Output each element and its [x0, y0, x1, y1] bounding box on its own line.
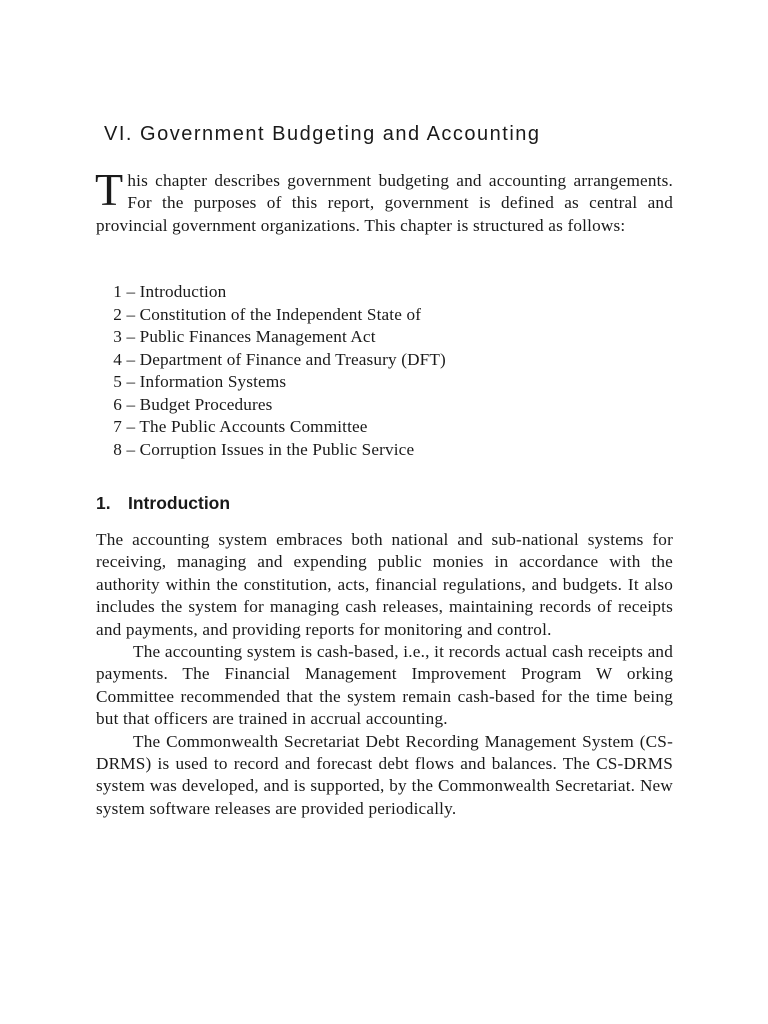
outline-item-text: – Department of Finance and Treasury (DFT): [122, 349, 446, 369]
outline-item-number: 6: [113, 394, 122, 414]
outline-item-number: 8: [113, 439, 122, 459]
outline-item-number: 5: [113, 372, 122, 391]
body-paragraph: The Commonwealth Secretariat Debt Recording Management System (CS-DRMS) is used to record and forecast debt flows and balances. The CS-DRMS system was developed, and is supported, by the Commonwealth Secretariat. New system software releases are provided periodically.: [96, 731, 673, 818]
body-paragraph: The accounting system embraces both national and sub-national systems for receiving, managing and expending public monies in accordance with the authority within the constitution, acts, financial regulations, and budgets. It also includes the system for managing cash releases, maintaining records of receipts and payments, and providing reports for monitoring and control.: [96, 530, 673, 639]
intro-text: his chapter describes government budgeting and accounting arrangements. For the purposes of this report, government is defined as central and provincial government organizations. This chapter is structured as follows:: [96, 171, 673, 235]
drop-cap: T: [95, 164, 124, 215]
outline-item-number: 4: [113, 349, 122, 369]
outline-item-number: 2: [113, 304, 122, 324]
outline-item: [110, 349, 446, 372]
outline-item: [110, 416, 446, 439]
section-number: 1.: [96, 493, 111, 513]
outline-item-text: – Information Systems: [122, 372, 287, 391]
outline-item-text: – Corruption Issues in the Public Service: [122, 439, 415, 459]
outline-item-number: 3: [113, 327, 122, 346]
outline-item: [110, 326, 446, 349]
section-title: Introduction: [128, 493, 231, 513]
outline-item: [110, 394, 446, 417]
chapter-title: VI. Government Budgeting and Accounting: [104, 123, 541, 145]
outline-item-text: – The Public Accounts Committee: [122, 417, 368, 436]
outline-item: [110, 371, 446, 394]
outline-item-text: – Public Finances Management Act: [122, 327, 376, 346]
outline-item-number: 1: [113, 282, 122, 301]
chapter-outline-list: [110, 281, 446, 461]
outline-item: [110, 439, 446, 462]
section-body: [96, 529, 673, 820]
body-paragraph: The accounting system is cash-based, i.e., it records actual cash receipts and payments. The Financial Management Improvement Program W orking Committee recommended that the system remain cash-based for the time being but that officers are trained in accrual accounting.: [96, 642, 673, 729]
section-heading: [96, 491, 230, 515]
outline-item-number: 7: [113, 417, 122, 436]
outline-item: [110, 281, 446, 304]
outline-item-text: – Introduction: [122, 282, 227, 301]
outline-item-text: – Budget Procedures: [122, 394, 273, 414]
outline-item-text: – Constitution of the Independent State of: [122, 304, 422, 324]
intro-paragraph: [95, 164, 673, 237]
outline-item: [110, 304, 446, 327]
